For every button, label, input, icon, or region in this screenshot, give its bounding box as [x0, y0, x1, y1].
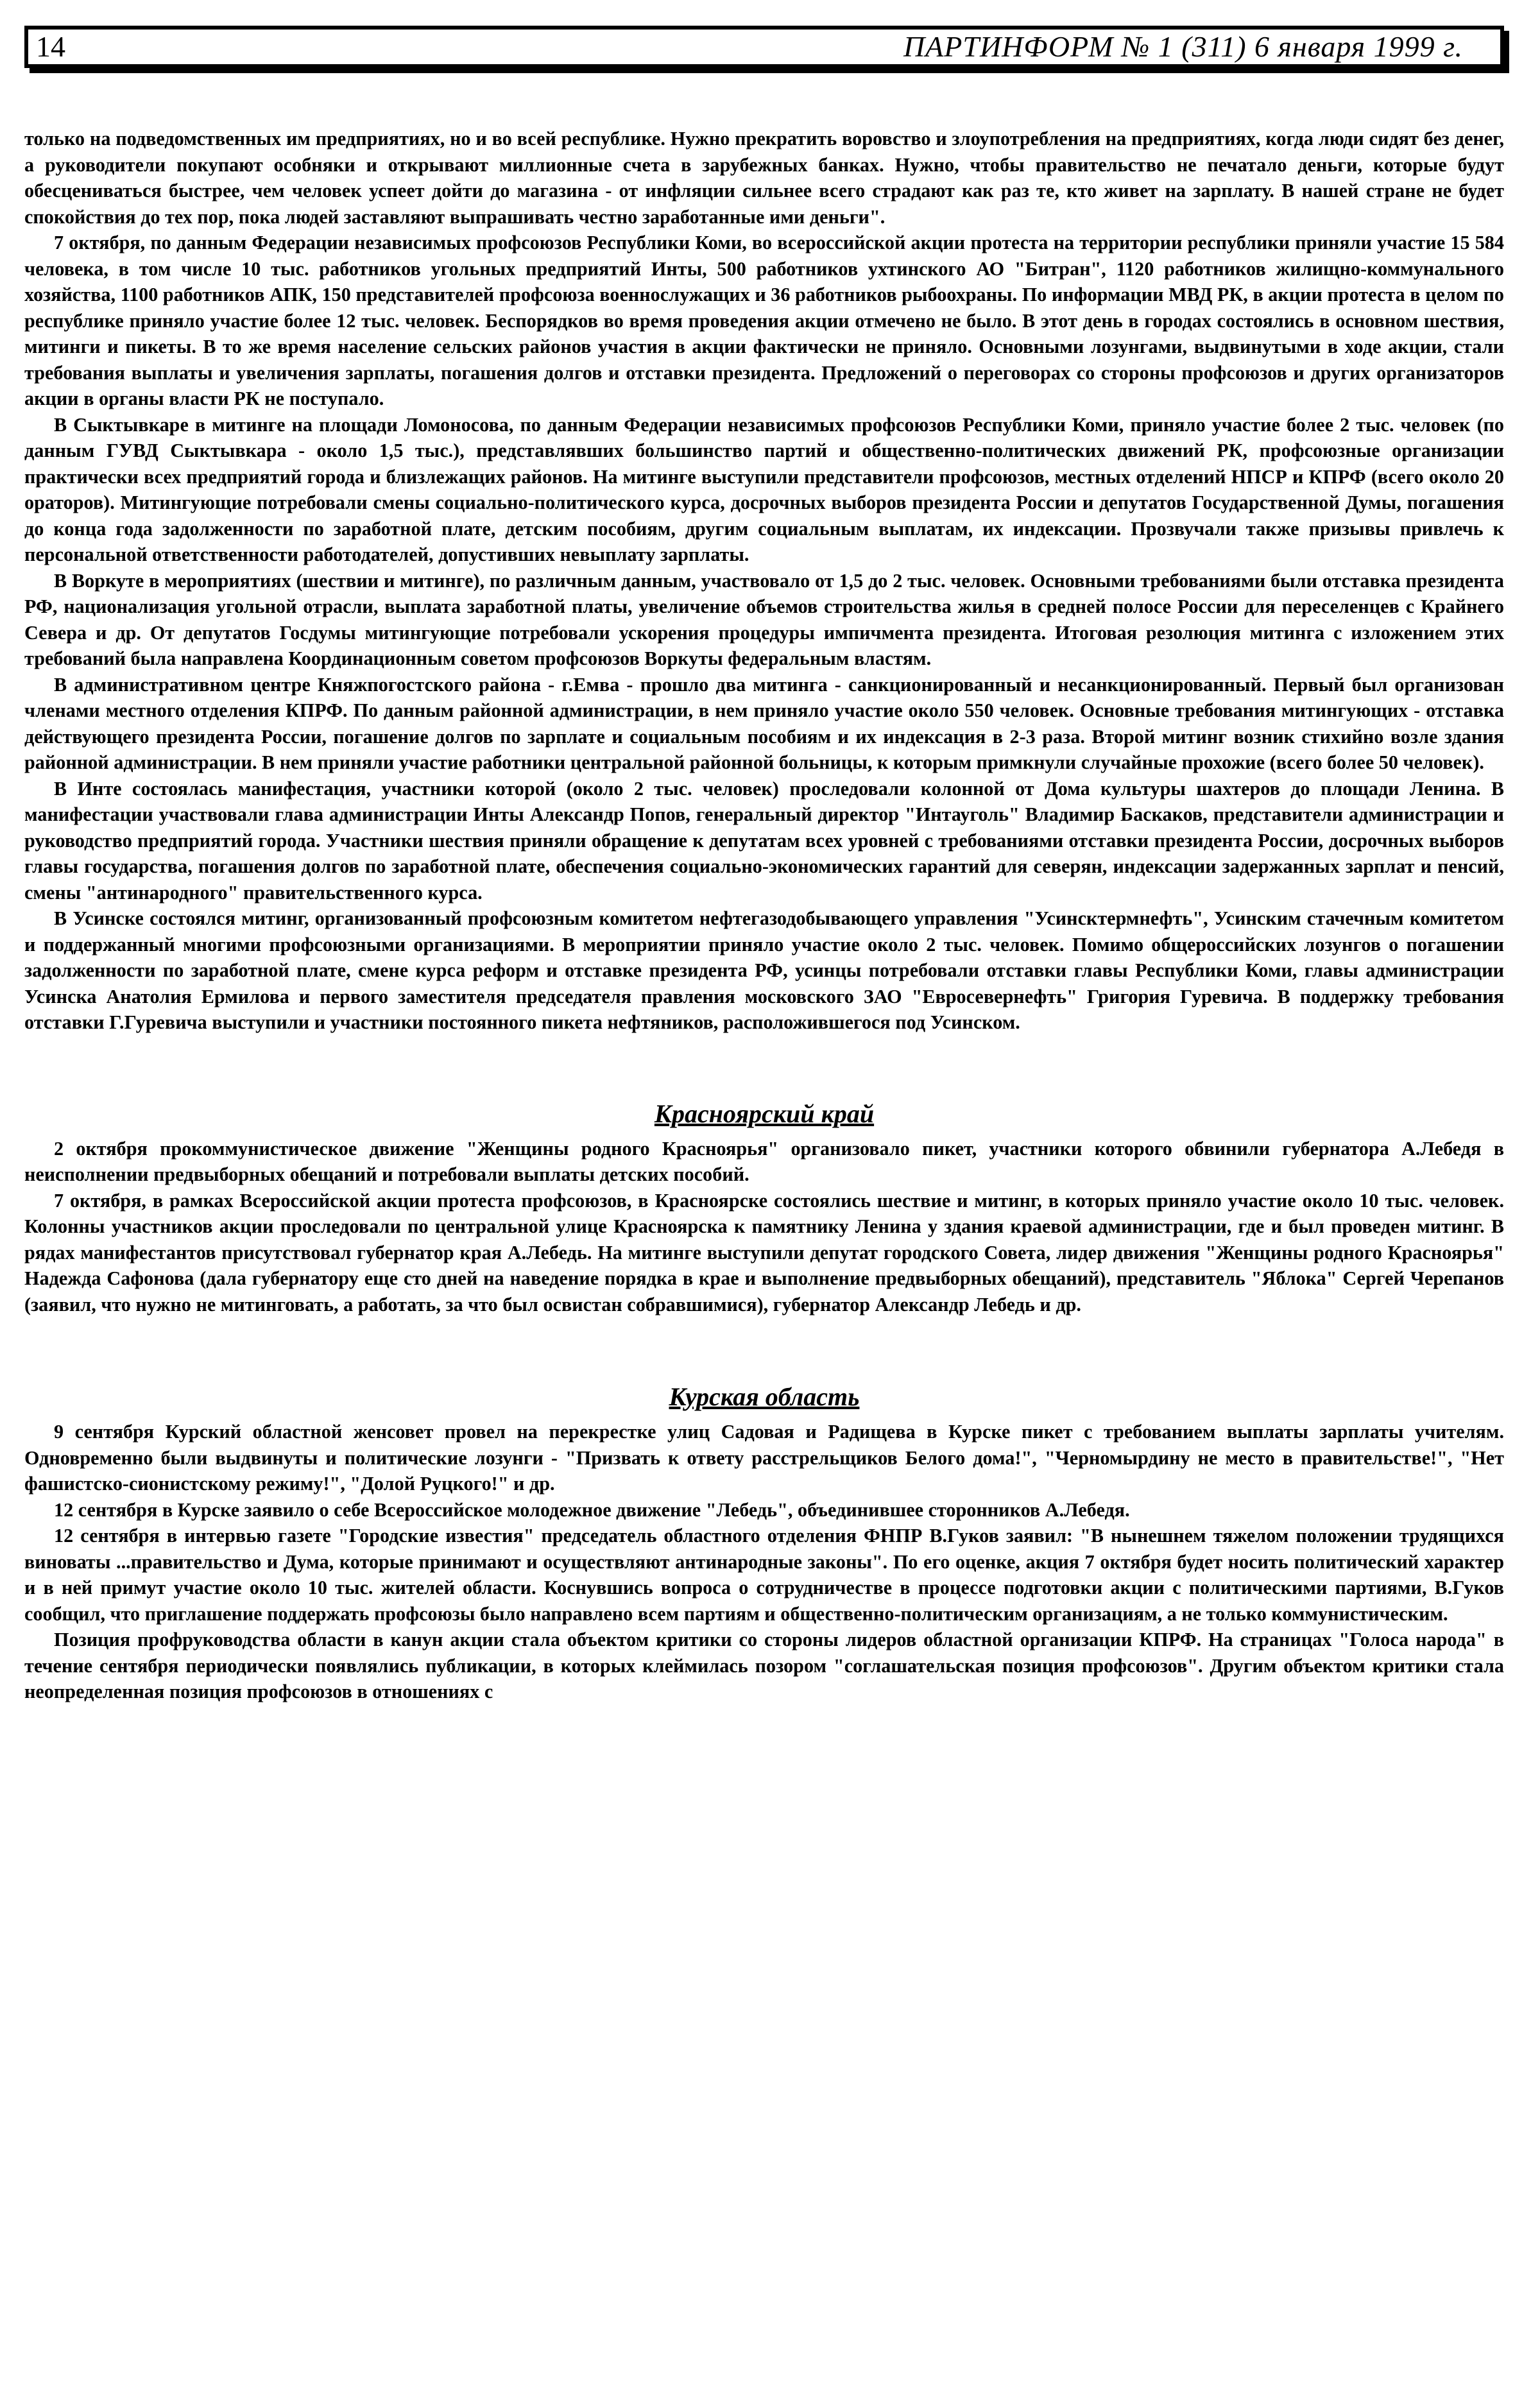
paragraph: В административном центре Княжпогостского района - г.Емва - прошло два митинга - санкционированный и несанкционированный. Первый был организован членами местного отделения КПРФ. По данным районной администрации, в нем приняло участие около 550 человек. Основные требования митингующих - отставка действующего президента России, погашение долгов по зарплате и социальным пособиям и их индексация в 2-3 раза. Второй митинг возник стихийно возле здания районной администрации. В нем приняли участие работники центральной районной больницы, к которым примкнули случайные прохожие (всего более 50 человек). — [24, 673, 1504, 773]
paragraph: В Усинске состоялся митинг, организованный профсоюзным комитетом нефтегазодобывающего управления "Усинсктермнефть", Усинским стачечным комитетом и поддержанный многими профсоюзными организациями. В мероприятии приняло участие около 2 тыс. человек. Помимо общероссийских лозунгов о погашении задолженности по заработной плате, смене курса реформ и отставке президента РФ, усинцы потребовали отставки главы Республики Коми, главы администрации Усинска Анатолия Ермилова и первого заместителя председателя правления московского ЗАО "Евросевернефть" Григория Гуревича. В поддержку требования отставки Г.Гуревича выступили и участники постоянного пикета нефтяников, расположившегося под Усинском. — [24, 907, 1504, 1033]
page-header — [24, 26, 1504, 68]
paragraph: 2 октября прокоммунистическое движение "Женщины родного Красноярья" организовало пикет, участники которого обвинили губернатора А.Лебедя в неисполнении предвыборных обещаний и потребовали выплаты детских пособий. — [24, 1137, 1504, 1185]
paragraph: 12 сентября в Курске заявило о себе Всероссийское молодежное движение "Лебедь", объединившее сторонников А.Лебедя. — [54, 1498, 1130, 1521]
paragraph: 7 октября, по данным Федерации независимых профсоюзов Республики Коми, во всероссийской акции протеста на территории республики приняли участие 15 584 человека, в том числе 10 тыс. работников угольных предприятий Инты, 500 работников ухтинского АО "Битран", 1120 работников жилищно-коммунального хозяйства, 1100 работников АПК, 150 представителей профсоюза военнослужащих и 36 работников рыбоохраны. По информации МВД РК, в акции протеста в целом по республике приняло участие более 12 тыс. человек. Беспорядков во время проведения акции отмечено не было. В этот день в городах состоялись в основном шествия, митинги и пикеты. В то же время население сельских районов участия в акции фактически не приняло. Основными лозунгами, выдвинутыми в ходе акции, стали требования выплаты и увеличения зарплаты, погашения долгов и отставки президента. Предложений о переговорах со стороны профсоюзов и других организаторов акции в органы власти РК не поступало. — [24, 232, 1504, 409]
paragraph: В Воркуте в мероприятиях (шествии и митинге), по различным данным, участвовало от 1,5 до 2 тыс. человек. Основными требованиями были отставка президента РФ, национализация угольной отрасли, выплата заработной платы, увеличение объемов строительства жилья в средней полосе России для переселенцев с Крайнего Севера и др. От депутатов Госдумы митингующие потребовали ускорения процедуры импичмента президента. Итоговая резолюция митинга с изложением этих требований была направлена Координационным советом профсоюзов Воркуты федеральным властям. — [24, 569, 1504, 669]
paragraph: Позиция профруководства области в канун акции стала объектом критики со стороны лидеров областной организации КПРФ. На страницах "Голоса народа" в течение сентября периодически появлялись публикации, в которых клеймилась позором "соглашательская позиция профсоюзов". Другим объектом критики стала неопределенная позиция профсоюзов в отношениях с — [24, 1629, 1504, 1702]
paragraph: В Сыктывкаре в митинге на площади Ломоносова, по данным Федерации независимых профсоюзов Республики Коми, приняло участие более 2 тыс. человек (по данным ГУВД Сыктывкара - около 1,5 тыс.), представлявших большинство партий и общественно-политических движений РК, профсоюзные организации практически всех предприятий города и близлежащих районов. На митинге выступили представители профсоюзов, местных отделений НПСР и КПРФ (всего около 20 ораторов). Митингующие потребовали смены социально-политического курса, досрочных выборов президента России и депутатов Государственной Думы, погашения до конца года задолженности по заработной плате, детским пособиям, другим социальным выплатам, их индексации. Прозвучали также призывы привлечь к персональной ответственности работодателей, допустивших невыплату зарплаты. — [24, 413, 1504, 565]
paragraph: В Инте состоялась манифестация, участники которой (около 2 тыс. человек) проследовали колонной от Дома культуры шахтеров до площади Ленина. В манифестации участвовали глава администрации Инты Александр Попов, генеральный директор "Интауголь" Владимир Баскаков, представители администрации и руководство предприятий города. Участники шествия приняли обращение к депутатам всех уровней с требованиями отставки президента России, досрочных выборов главы государства, погашения долгов по заработной плате, обеспечения социально-экономических гарантий для северян, индексации задержанных зарплат и пенсий, смены "антинародного" правительственного курса. — [24, 777, 1504, 904]
page-number: 14 — [36, 30, 65, 63]
section-heading-kursk: Курская область — [669, 1382, 860, 1411]
paragraph: 9 сентября Курский областной женсовет провел на перекрестке улиц Садовая и Радищева в Курске пикет с требованием выплаты зарплаты учителям. Одновременно были выдвинуты и политические лозунги - "Призвать к ответу расстрельщиков Белого дома!", "Черномырдину не место в правительстве!", "Нет фашистско-сионистскому режиму!", "Долой Руцкого!" и др. — [24, 1421, 1504, 1495]
paragraph: только на подведомственных им предприятиях, но и во всей республике. Нужно прекратить воровство и злоупотребления на предприятиях, когда люди сидят без денег, а руководители покупают особняки и открывают миллионные счета в зарубежных банках. Нужно, чтобы правительство не печатало деньги, которые будут обесцениваться быстрее, чем человек успеет дойти до магазина - от инфляции сильнее всего страдают как раз те, кто живет на зарплату. В нашей стране не будет спокойствия до тех пор, пока людей заставляют выпрашивать честно заработанные ими деньги". — [24, 128, 1504, 228]
paragraph: 7 октября, в рамках Всероссийской акции протеста профсоюзов, в Красноярске состоялись шествие и митинг, в которых приняло участие около 10 тыс. человек. Колонны участников акции проследовали по центральной улице Красноярска к памятнику Ленина у здания краевой администрации, где и был проведен митинг. В рядах манифестантов присутствовал губернатор края А.Лебедь. На митинге выступили депутат городского Совета, лидер движения "Женщины родного Красноярья" Надежда Сафонова (дала губернатору еще сто дней на наведение порядка в крае и выполнение предвыборных обещаний), представитель "Яблока" Сергей Черепанов (заявил, что нужно не митинговать, а работать, за что был освистан собравшимися), губернатор Александр Лебедь и др. — [24, 1189, 1504, 1315]
publication-title: ПАРТИНФОРМ № 1 (311) 6 января 1999 г. — [903, 30, 1463, 63]
article-body — [24, 126, 1504, 1705]
section-heading-krasnoyarsk: Красноярский край — [654, 1099, 875, 1128]
paragraph: 12 сентября в интервью газете "Городские известия" председатель областного отделения ФНПР В.Гуков заявил: "В нынешнем тяжелом положении трудящихся виноваты ...правительство и Дума, которые принимают и осуществляют антинародные законы". По его оценке, акция 7 октября будет носить политический характер и в ней примут участие около 10 тыс. жителей области. Коснувшись вопроса о сотрудничестве в процессе подготовки акции с политическими партиями, В.Гуков сообщил, что приглашение поддержать профсоюзы было направлено всем партиям и общественно-политическим организациям, а не только коммунистическим. — [24, 1525, 1504, 1625]
